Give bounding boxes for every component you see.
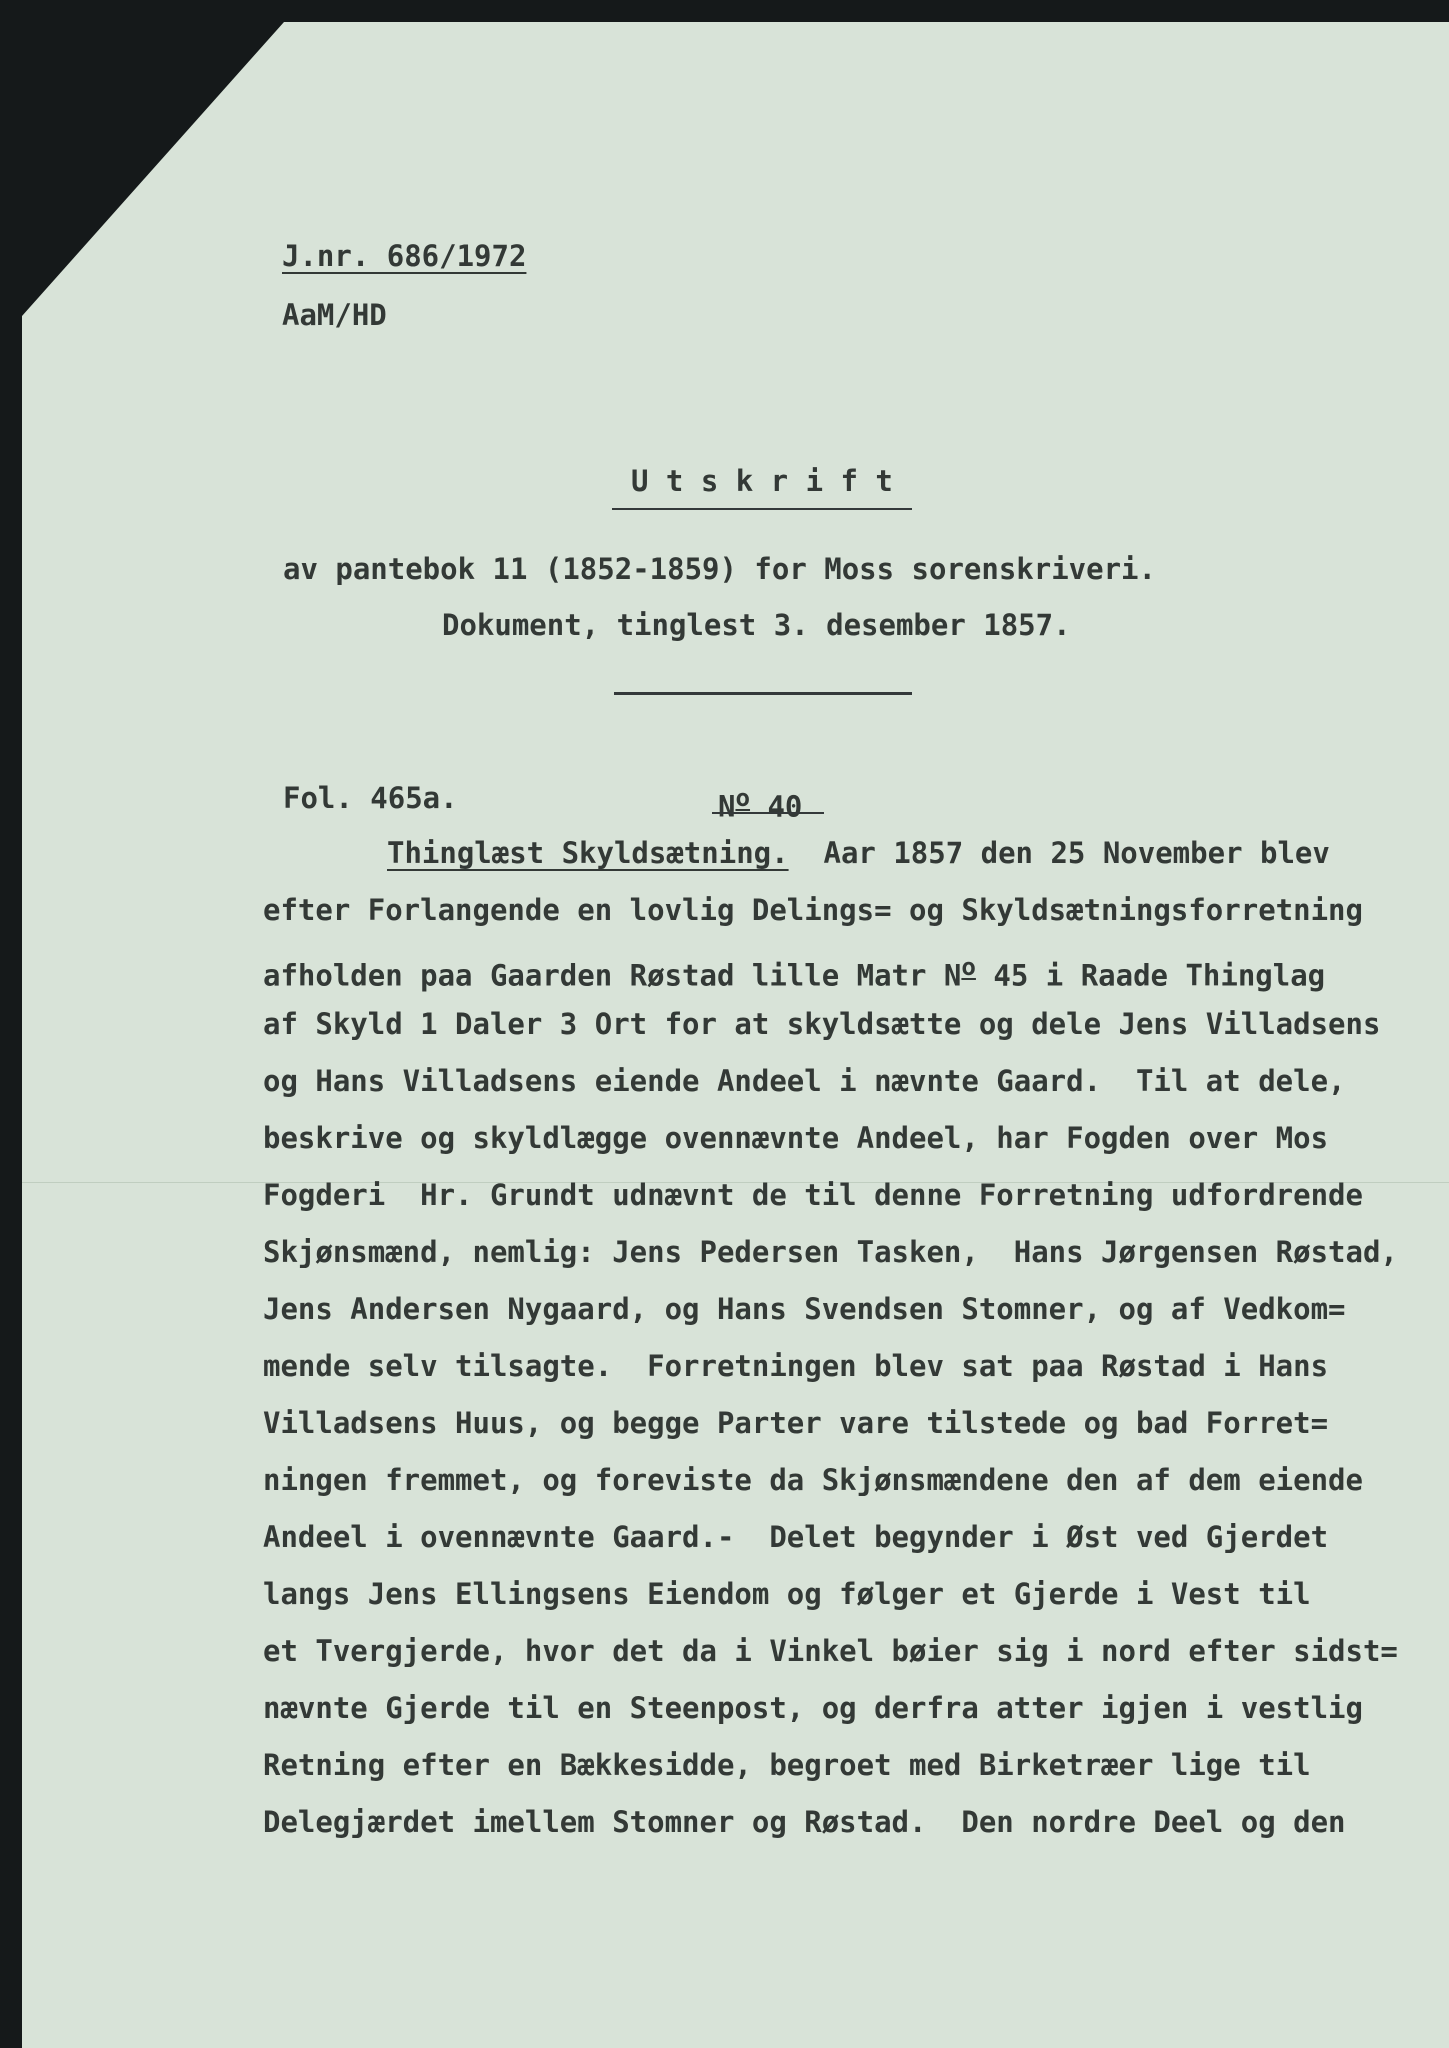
- body-line-1: [387, 835, 1330, 871]
- number-superscript: o: [735, 784, 751, 812]
- number-underline: [712, 812, 824, 814]
- body-line: af Skyld 1 Daler 3 Ort for at skyldsætte og dele Jens Villadsens: [263, 1007, 1381, 1041]
- number-value: 40: [750, 789, 803, 824]
- journal-number: J.nr. 686/1972: [282, 239, 527, 273]
- body-line: [263, 949, 1325, 994]
- body-line: efter Forlangende en lovlig Delings= og Skyldsætningsforretning: [263, 893, 1363, 927]
- number-prefix: N: [718, 789, 736, 824]
- body-line: et Tvergjerde, hvor det da i Vinkel bøier sig i nord efter sidst=: [263, 1634, 1398, 1668]
- source-description: av pantebok 11 (1852-1859) for Moss sorenskriveri.: [283, 552, 1156, 586]
- body-line: og Hans Villadsens eiende Andeel i nævnte Gaard. Til at dele,: [263, 1064, 1346, 1098]
- body-line: Villadsens Huus, og begge Parter vare tilstede og bad Forret=: [263, 1406, 1329, 1440]
- matr-superscript: o: [961, 953, 976, 981]
- document-title: U t s k r i f t: [631, 464, 893, 498]
- case-initials: AaM/HD: [282, 298, 387, 332]
- body-line: ningen fremmet, og foreviste da Skjønsmændene den af dem eiende: [263, 1463, 1363, 1497]
- body-line: mende selv tilsagte. Forretningen blev sat paa Røstad i Hans: [263, 1349, 1329, 1383]
- folio-label: Fol. 465a.: [283, 781, 458, 815]
- body-line: Fogderi Hr. Grundt udnævnt de til denne Forretning udfordrende: [263, 1178, 1363, 1212]
- body-line: Delegjærdet imellem Stomner og Røstad. Den nordre Deel og den: [263, 1805, 1346, 1839]
- body-line: Andeel i ovennævnte Gaard.- Delet begynder i Øst ved Gjerdet: [263, 1520, 1329, 1554]
- body-line: nævnte Gjerde til en Steenpost, og derfra atter igjen i vestlig: [263, 1691, 1363, 1725]
- body-line: Skjønsmænd, nemlig: Jens Pedersen Tasken, Hans Jørgensen Røstad,: [263, 1235, 1398, 1269]
- body-line: beskrive og skyldlægge ovennævnte Andeel, har Fogden over Mos: [263, 1121, 1329, 1155]
- registration-date: Dokument, tinglest 3. desember 1857.: [442, 608, 1071, 642]
- body-line-start: afholden paa Gaarden Røstad lille Matr N: [263, 958, 962, 993]
- body-line: Retning efter en Bækkesidde, begroet med Birketræer lige til: [263, 1748, 1311, 1782]
- entry-heading: Thinglæst Skyldsætning.: [387, 836, 789, 870]
- body-line: Jens Andersen Nygaard, og Hans Svendsen Stomner, og af Vedkom=: [263, 1292, 1346, 1326]
- title-underline: [612, 508, 912, 510]
- entry-heading-rest: Aar 1857 den 25 November blev: [788, 836, 1330, 870]
- document-number: [718, 780, 802, 825]
- section-divider: [614, 692, 912, 695]
- body-line: langs Jens Ellingsens Eiendom og følger et Gjerde i Vest til: [263, 1577, 1311, 1611]
- body-line-end: 45 i Raade Thinglag: [975, 958, 1326, 993]
